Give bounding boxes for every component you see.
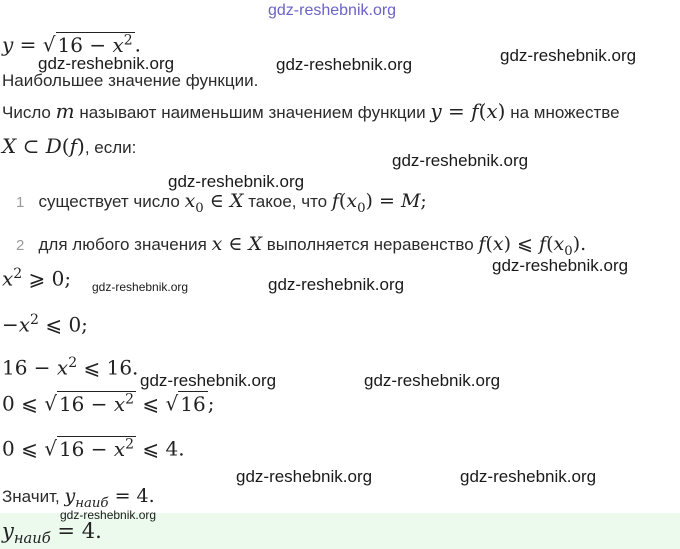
list-item: 2 для любого значения x ∈ X выполняется неравенство f(x) ⩽ $f(x_0)$. bbox=[16, 233, 587, 259]
definition-set-text: на множестве bbox=[510, 103, 620, 122]
step-inequality: $x^2$ ⩾ 0; bbox=[2, 266, 72, 291]
watermark: gdz-reshebnik.org bbox=[392, 151, 529, 170]
watermark: gdz-reshebnik.org bbox=[140, 371, 277, 390]
watermark: gdz-reshebnik.org bbox=[492, 256, 629, 275]
step-inequality: $16 - x^2$ ⩽ 16. bbox=[2, 355, 139, 380]
definition-text: называют наименьшим значением функции bbox=[79, 103, 426, 122]
answer-value: 4 bbox=[81, 519, 96, 543]
step-inequality: 0 ⩽ √ $16 - x^2$ ⩽ √ 16 ; bbox=[2, 391, 215, 416]
list-item-text: для любого значения bbox=[38, 235, 207, 254]
step-inequality: 0 ⩽ √ $16 - x^2$ ⩽ 4. bbox=[2, 436, 185, 461]
section-heading: Наибольшее значение функции. bbox=[2, 71, 259, 90]
list-item-text: такое, что bbox=[248, 192, 328, 211]
watermark: gdz-reshebnik.org bbox=[38, 54, 175, 73]
watermark: gdz-reshebnik.org bbox=[168, 172, 305, 191]
answer: $y_{наиб} = 4$. bbox=[2, 519, 102, 548]
watermark: gdz-reshebnik.org bbox=[460, 467, 597, 486]
watermark: gdz-reshebnik.org bbox=[500, 46, 637, 65]
list-item-text: выполняется неравенство bbox=[266, 235, 474, 254]
step-inequality: $-x^2$ ⩽ 0; bbox=[2, 312, 88, 337]
watermark: gdz-reshebnik.org bbox=[92, 280, 189, 294]
list-item-number: 2 bbox=[16, 237, 25, 254]
watermark: gdz-reshebnik.org bbox=[268, 2, 397, 19]
definition-word: Число bbox=[2, 103, 51, 122]
definition-set-line: X ⊂ D(f), если: bbox=[2, 134, 137, 158]
list-item: 1 существует число $x_0$ ∈ X такое, что $f(x_0) = M$; bbox=[16, 190, 427, 216]
list-item-text: существует число bbox=[38, 192, 180, 211]
watermark: gdz-reshebnik.org bbox=[268, 275, 405, 294]
watermark: gdz-reshebnik.org bbox=[236, 467, 373, 486]
conclusion-line: Значит, $y_{наиб} = 4$. bbox=[2, 485, 155, 511]
function-definition: y = √ $16 - x^2$ . bbox=[2, 32, 142, 57]
watermark: gdz-reshebnik.org bbox=[60, 508, 157, 522]
conclusion-word: Значит, bbox=[2, 487, 60, 506]
list-item-number: 1 bbox=[16, 194, 25, 211]
watermark: gdz-reshebnik.org bbox=[364, 371, 501, 390]
condition-intro: , если: bbox=[84, 138, 137, 157]
watermark: gdz-reshebnik.org bbox=[276, 55, 413, 74]
m-symbol: m bbox=[55, 99, 75, 123]
definition-line: Число m называют наименьшим значением функции y = f(x) на множестве bbox=[2, 99, 620, 123]
